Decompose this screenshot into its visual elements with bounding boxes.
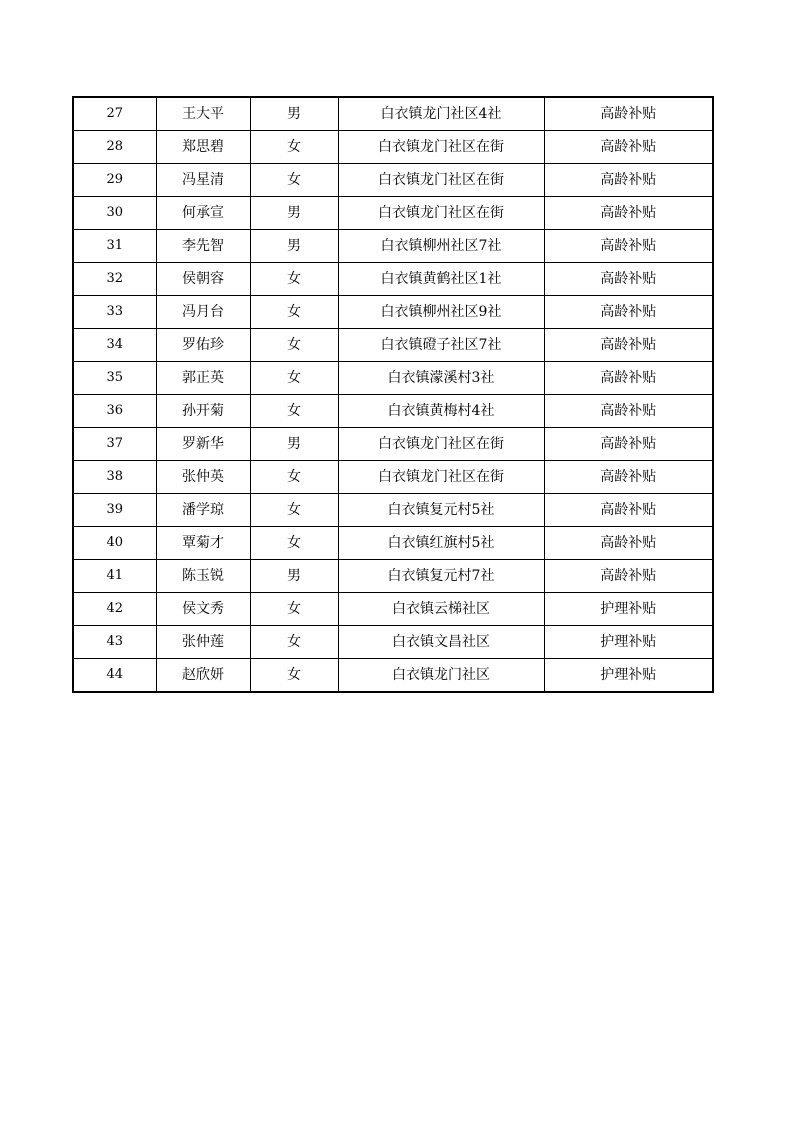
cell-gender: 男	[250, 197, 338, 230]
cell-no: 32	[73, 263, 156, 296]
cell-address: 白衣镇复元村5社	[338, 494, 544, 527]
cell-no: 38	[73, 461, 156, 494]
table-row	[73, 593, 713, 626]
cell-name: 罗新华	[156, 428, 250, 461]
cell-name: 张仲莲	[156, 626, 250, 659]
cell-address: 白衣镇文昌社区	[338, 626, 544, 659]
cell-gender: 女	[250, 296, 338, 329]
cell-subsidy-type: 护理补贴	[544, 626, 713, 659]
table-row	[73, 362, 713, 395]
cell-no: 35	[73, 362, 156, 395]
table-row	[73, 296, 713, 329]
cell-gender: 女	[250, 494, 338, 527]
cell-no: 36	[73, 395, 156, 428]
table-row	[73, 230, 713, 263]
cell-no: 27	[73, 97, 156, 131]
cell-address: 白衣镇龙门社区	[338, 659, 544, 693]
cell-no: 44	[73, 659, 156, 693]
cell-address: 白衣镇龙门社区在街	[338, 131, 544, 164]
table-row	[73, 329, 713, 362]
cell-subsidy-type: 高龄补贴	[544, 131, 713, 164]
cell-subsidy-type: 高龄补贴	[544, 97, 713, 131]
cell-name: 陈玉锐	[156, 560, 250, 593]
table-row	[73, 560, 713, 593]
cell-no: 39	[73, 494, 156, 527]
roster-body	[73, 97, 713, 692]
cell-no: 34	[73, 329, 156, 362]
cell-address: 白衣镇云梯社区	[338, 593, 544, 626]
cell-subsidy-type: 护理补贴	[544, 593, 713, 626]
cell-subsidy-type: 高龄补贴	[544, 428, 713, 461]
cell-address: 白衣镇龙门社区在街	[338, 428, 544, 461]
table-row	[73, 626, 713, 659]
table-row	[73, 197, 713, 230]
cell-name: 孙开菊	[156, 395, 250, 428]
table-row	[73, 527, 713, 560]
cell-gender: 女	[250, 362, 338, 395]
subsidy-roster-table	[72, 96, 714, 693]
cell-gender: 女	[250, 593, 338, 626]
table-row	[73, 131, 713, 164]
cell-name: 冯月台	[156, 296, 250, 329]
cell-no: 43	[73, 626, 156, 659]
cell-address: 白衣镇龙门社区在街	[338, 197, 544, 230]
cell-no: 42	[73, 593, 156, 626]
table-row	[73, 97, 713, 131]
cell-gender: 男	[250, 560, 338, 593]
cell-gender: 女	[250, 626, 338, 659]
cell-subsidy-type: 高龄补贴	[544, 329, 713, 362]
cell-name: 罗佑珍	[156, 329, 250, 362]
cell-no: 29	[73, 164, 156, 197]
cell-name: 侯文秀	[156, 593, 250, 626]
table-row	[73, 263, 713, 296]
cell-address: 白衣镇黄梅村4社	[338, 395, 544, 428]
cell-gender: 女	[250, 329, 338, 362]
cell-gender: 女	[250, 395, 338, 428]
cell-no: 31	[73, 230, 156, 263]
cell-address: 白衣镇龙门社区在街	[338, 164, 544, 197]
cell-name: 侯朝容	[156, 263, 250, 296]
cell-gender: 女	[250, 263, 338, 296]
cell-subsidy-type: 护理补贴	[544, 659, 713, 693]
cell-name: 何承宣	[156, 197, 250, 230]
cell-address: 白衣镇复元村7社	[338, 560, 544, 593]
table-row	[73, 461, 713, 494]
cell-subsidy-type: 高龄补贴	[544, 560, 713, 593]
cell-no: 30	[73, 197, 156, 230]
cell-subsidy-type: 高龄补贴	[544, 494, 713, 527]
cell-address: 白衣镇龙门社区4社	[338, 97, 544, 131]
cell-gender: 女	[250, 131, 338, 164]
cell-address: 白衣镇柳州社区7社	[338, 230, 544, 263]
cell-address: 白衣镇龙门社区在街	[338, 461, 544, 494]
cell-name: 王大平	[156, 97, 250, 131]
cell-subsidy-type: 高龄补贴	[544, 230, 713, 263]
cell-address: 白衣镇柳州社区9社	[338, 296, 544, 329]
cell-subsidy-type: 高龄补贴	[544, 527, 713, 560]
cell-no: 28	[73, 131, 156, 164]
cell-address: 白衣镇磴子社区7社	[338, 329, 544, 362]
cell-gender: 女	[250, 164, 338, 197]
cell-gender: 男	[250, 230, 338, 263]
cell-no: 37	[73, 428, 156, 461]
cell-address: 白衣镇红旗村5社	[338, 527, 544, 560]
cell-name: 郭正英	[156, 362, 250, 395]
cell-subsidy-type: 高龄补贴	[544, 296, 713, 329]
cell-gender: 女	[250, 659, 338, 693]
cell-name: 张仲英	[156, 461, 250, 494]
cell-subsidy-type: 高龄补贴	[544, 395, 713, 428]
cell-subsidy-type: 高龄补贴	[544, 461, 713, 494]
cell-gender: 女	[250, 527, 338, 560]
cell-subsidy-type: 高龄补贴	[544, 362, 713, 395]
table-row	[73, 428, 713, 461]
cell-gender: 女	[250, 461, 338, 494]
cell-name: 覃菊才	[156, 527, 250, 560]
cell-no: 40	[73, 527, 156, 560]
table-row	[73, 395, 713, 428]
cell-gender: 男	[250, 428, 338, 461]
table-row	[73, 164, 713, 197]
cell-address: 白衣镇濛溪村3社	[338, 362, 544, 395]
cell-subsidy-type: 高龄补贴	[544, 197, 713, 230]
cell-name: 潘学琼	[156, 494, 250, 527]
cell-no: 41	[73, 560, 156, 593]
table-row	[73, 659, 713, 693]
cell-address: 白衣镇黄鹤社区1社	[338, 263, 544, 296]
cell-subsidy-type: 高龄补贴	[544, 164, 713, 197]
cell-no: 33	[73, 296, 156, 329]
cell-gender: 男	[250, 97, 338, 131]
cell-name: 李先智	[156, 230, 250, 263]
cell-subsidy-type: 高龄补贴	[544, 263, 713, 296]
cell-name: 冯星清	[156, 164, 250, 197]
table-row	[73, 494, 713, 527]
cell-name: 赵欣妍	[156, 659, 250, 693]
cell-name: 郑思碧	[156, 131, 250, 164]
